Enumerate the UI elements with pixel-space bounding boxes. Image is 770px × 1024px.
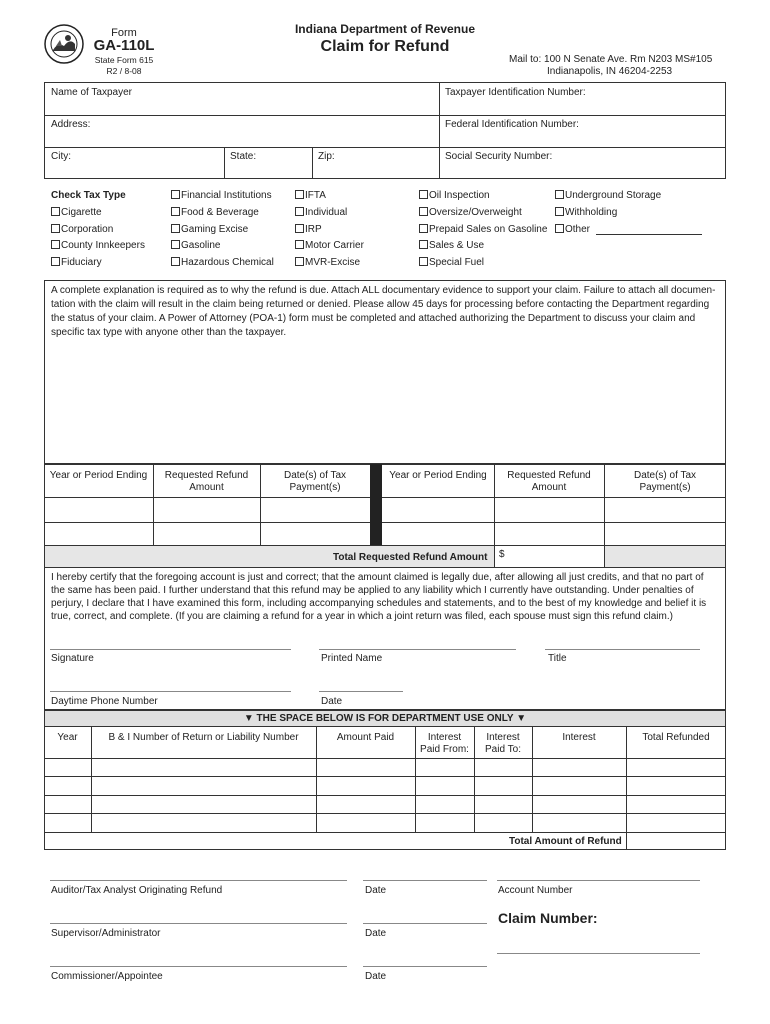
checkbox-withholding[interactable]: Withholding	[555, 207, 617, 219]
checkbox-icon[interactable]	[171, 190, 180, 199]
department-name: Indiana Department of Revenue	[294, 22, 476, 36]
checkbox-icon[interactable]	[419, 257, 428, 266]
commissioner-signature-line[interactable]	[50, 966, 347, 967]
checkbox-icon[interactable]	[419, 224, 428, 233]
checkbox-icon[interactable]	[419, 207, 428, 216]
checkbox-ifta[interactable]: IFTA	[295, 190, 326, 202]
auditor-date-line[interactable]	[363, 880, 487, 881]
checkbox-motor-carrier[interactable]: Motor Carrier	[295, 240, 364, 252]
checkbox-icon[interactable]	[51, 240, 60, 249]
state-form-number: State Form 615	[94, 55, 154, 65]
tax-payment-dates-header: Date(s) of Tax Payment(s)	[283, 470, 347, 493]
tax-payment-dates-header-2: Date(s) of Tax Payment(s)	[633, 470, 697, 493]
checkbox-icon[interactable]	[555, 207, 564, 216]
checkbox-corporation[interactable]: Corporation	[51, 224, 113, 236]
state-seal	[44, 24, 84, 64]
certification-line1: I hereby certify that the foregoing account is just and correct; that the amount claimed is legally due, after allowing all just credits, and that no part of	[51, 572, 704, 583]
checkbox-underground-storage[interactable]: Underground Storage	[555, 190, 661, 202]
taxpayer-info-box	[44, 82, 726, 179]
checkbox-oil-inspection[interactable]: Oil Inspection	[419, 190, 490, 202]
supervisor-date-label: Date	[365, 928, 387, 939]
table-divider-bar	[370, 464, 382, 545]
year-period-header: Year or Period Ending	[49, 470, 148, 481]
auditor-date-label: Date	[365, 885, 387, 896]
total-requested-refund-input[interactable]: $	[499, 549, 505, 560]
checkbox-icon[interactable]	[295, 190, 304, 199]
checkbox-icon[interactable]	[555, 190, 564, 199]
checkbox-prepaid-sales-gasoline[interactable]: Prepaid Sales on Gasoline	[419, 224, 547, 236]
checkbox-mvr-excise[interactable]: MVR-Excise	[295, 257, 360, 269]
printed-name-line[interactable]	[319, 649, 516, 650]
department-use-banner-text: ▼ THE SPACE BELOW IS FOR DEPARTMENT USE ONLY ▼	[243, 713, 527, 724]
state-field[interactable]: State:	[230, 151, 257, 162]
certification-line3: perjury, I declare that I have examined this form, including accompanying schedules and statements, and to the best of my knowledge and belief it is	[51, 598, 707, 609]
checkbox-icon[interactable]	[171, 207, 180, 216]
date-line[interactable]	[319, 691, 403, 692]
checkbox-gasoline[interactable]: Gasoline	[171, 240, 220, 252]
signature-line[interactable]	[50, 649, 291, 650]
commissioner-label: Commissioner/Appointee	[51, 971, 163, 982]
checkbox-food-beverage[interactable]: Food & Beverage	[171, 207, 259, 219]
form-number: GA-110L	[93, 37, 155, 54]
checkbox-county-innkeepers[interactable]: County Innkeepers	[51, 240, 145, 252]
commissioner-date-line[interactable]	[363, 966, 487, 967]
supervisor-date-line[interactable]	[363, 923, 487, 924]
commissioner-date-label: Date	[365, 971, 387, 982]
printed-name-label: Printed Name	[321, 653, 383, 664]
checkbox-fiduciary[interactable]: Fiduciary	[51, 257, 102, 269]
title-label: Title	[548, 653, 567, 664]
checkbox-irp[interactable]: IRP	[295, 224, 322, 236]
supervisor-signature-line[interactable]	[50, 923, 347, 924]
account-number-line[interactable]	[497, 880, 700, 881]
checkbox-special-fuel[interactable]: Special Fuel	[419, 257, 484, 269]
certification-line2: the same has been paid. I further understand that this refund may be applied to any liability which I currently have outstanding. Under penalties of	[51, 585, 694, 596]
auditor-signature-line[interactable]	[50, 880, 347, 881]
checkbox-financial-institutions[interactable]: Financial Institutions	[171, 190, 272, 202]
form-word: Form	[111, 27, 137, 39]
checkbox-icon[interactable]	[171, 257, 180, 266]
total-requested-refund-label: Total Requested Refund Amount	[333, 552, 488, 563]
requested-refund-header-2: Requested Refund Amount	[507, 470, 591, 493]
total-amount-of-refund-label: Total Amount of Refund	[509, 836, 622, 847]
explanation-line4: specific tax type with anyone other than the taxpayer.	[51, 327, 287, 338]
certification-line4: true, correct, and complete. (If you are claiming a refund for a year in which a joint return was filed, each spouse must sign this refund claim.)	[51, 611, 673, 622]
checkbox-icon[interactable]	[171, 224, 180, 233]
phone-line[interactable]	[50, 691, 291, 692]
checkbox-other[interactable]: Other	[555, 224, 590, 236]
checkbox-icon[interactable]	[295, 257, 304, 266]
checkbox-icon[interactable]	[419, 240, 428, 249]
federal-id-field[interactable]: Federal Identification Number:	[445, 119, 579, 130]
tax-type-heading: Check Tax Type	[51, 190, 126, 201]
checkbox-sales-use[interactable]: Sales & Use	[419, 240, 484, 252]
explanation-line3: the status of your claim. A Power of Attorney (POA-1) form must be completed and attached authorizing the Department to discuss your claim and	[51, 313, 696, 324]
checkbox-icon[interactable]	[51, 257, 60, 266]
checkbox-oversize-overweight[interactable]: Oversize/Overweight	[419, 207, 522, 219]
interest-paid-from-header: Interest Paid From:	[420, 732, 469, 755]
requested-refund-header: Requested Refund Amount	[164, 470, 249, 493]
form-title: Claim for Refund	[320, 38, 450, 55]
claim-number-line[interactable]	[497, 953, 700, 954]
checkbox-icon[interactable]	[419, 190, 428, 199]
checkbox-icon[interactable]	[171, 240, 180, 249]
other-tax-type-input[interactable]	[596, 234, 702, 235]
year-period-header-2: Year or Period Ending	[389, 470, 487, 481]
explanation-line1: A complete explanation is required as to why the refund is due. Attach ALL documentary evidence to support your claim. Failure to attach all documen-	[51, 285, 716, 296]
explanation-line2: tation with the claim will result in the claim being returned or denied. Please allow 45 days for processing before contacting the Department regarding	[51, 299, 710, 310]
bi-number-header: B & I Number of Return or Liability Number	[108, 732, 299, 743]
checkbox-icon[interactable]	[51, 207, 60, 216]
taxpayer-name-field[interactable]: Name of Taxpayer	[51, 87, 132, 98]
total-row-shading-right	[605, 546, 725, 567]
mail-address-line1: Mail to: 100 N Senate Ave. Rm N203 MS#105	[509, 54, 713, 65]
signature-label: Signature	[51, 653, 94, 664]
dept-year-header: Year	[57, 732, 78, 743]
interest-header: Interest	[562, 732, 596, 743]
ssn-field[interactable]: Social Security Number:	[445, 151, 553, 162]
auditor-label: Auditor/Tax Analyst Originating Refund	[51, 885, 223, 896]
city-field[interactable]: City:	[51, 151, 71, 162]
checkbox-icon[interactable]	[51, 224, 60, 233]
checkbox-icon[interactable]	[295, 207, 304, 216]
title-line[interactable]	[545, 649, 700, 650]
checkbox-cigarette[interactable]: Cigarette	[51, 207, 102, 219]
total-refunded-header: Total Refunded	[642, 732, 710, 743]
zip-field[interactable]: Zip:	[318, 151, 335, 162]
signature-date-label: Date	[321, 696, 343, 707]
daytime-phone-label: Daytime Phone Number	[51, 696, 158, 707]
checkbox-gaming-excise[interactable]: Gaming Excise	[171, 224, 248, 236]
checkbox-hazardous-chemical[interactable]: Hazardous Chemical	[171, 257, 274, 269]
amount-paid-header: Amount Paid	[336, 732, 395, 743]
checkbox-icon[interactable]	[295, 240, 304, 249]
checkbox-icon[interactable]	[295, 224, 304, 233]
claim-number-label: Claim Number:	[498, 910, 598, 926]
address-field[interactable]: Address:	[51, 119, 91, 130]
taxpayer-id-field[interactable]: Taxpayer Identification Number:	[445, 87, 586, 98]
revision-date: R2 / 8-08	[106, 66, 142, 76]
checkbox-icon[interactable]	[555, 224, 564, 233]
checkbox-individual[interactable]: Individual	[295, 207, 347, 219]
account-number-label: Account Number	[498, 885, 573, 896]
supervisor-label: Supervisor/Administrator	[51, 928, 161, 939]
interest-paid-to-header: Interest Paid To:	[485, 732, 521, 755]
mail-address-line2: Indianapolis, IN 46204-2253	[547, 66, 673, 77]
